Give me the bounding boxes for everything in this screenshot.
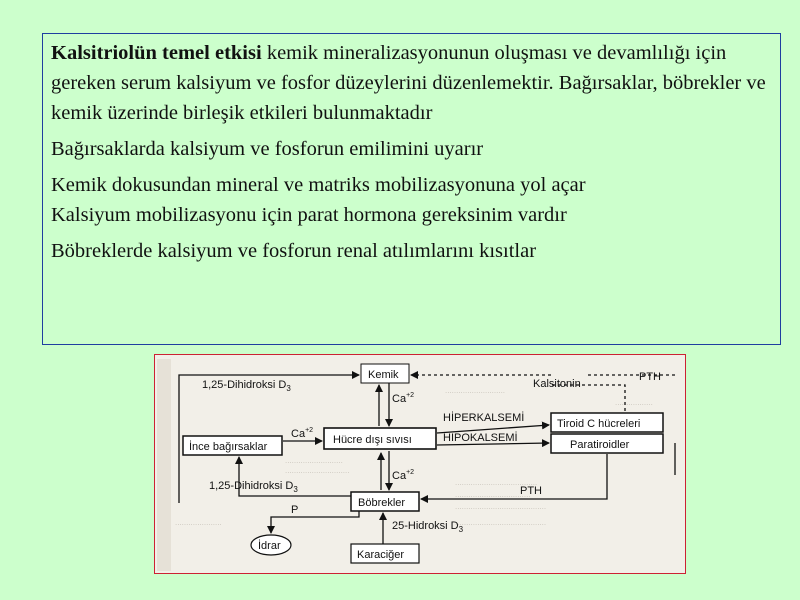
kidneys-label: Böbrekler <box>358 497 406 509</box>
phosphate-label: P <box>291 504 299 516</box>
ca-kidney-label: $Ca^{+2}$ <box>392 469 415 482</box>
pth-top-label: PTH <box>639 371 661 383</box>
svg-text:..............................: .................................. <box>455 490 531 499</box>
intro-paragraph <box>51 38 772 128</box>
hydroxy-d3-label: 25-Hidroksi $D_3$ <box>392 520 464 534</box>
point-kidney: Böbreklerde kalsiyum ve fosforun renal atılımlarını kısıtlar <box>51 240 537 262</box>
svg-text:..............................: ..................................... <box>455 478 538 487</box>
pth-bottom-label: PTH <box>520 485 542 497</box>
thyroid-c-label: Tiroid C hücreleri <box>557 418 641 430</box>
calcitonin-label: Kalsitonin <box>533 378 581 390</box>
point-bone-line-2: Kalsiyum mobilizasyonu için parat hormona gereksinim vardır <box>51 204 567 226</box>
point-intestine: Bağırsaklarda kalsiyum ve fosforun emilimini uyarır <box>51 138 484 160</box>
intro-rest: kemik mineralizasyonunun oluşması ve devamlılığı için gereken serum kalsiyum ve fosfor düzeylerini düzenlemektir. Bağırsaklar, böbrekler ve kemik üzerinde birleşik etkileri bulunmaktadır <box>51 42 766 124</box>
vitd-top-label: 1,25-Dihidroksi $D_3$ <box>202 379 291 393</box>
point-bone-line-1: Kemik dokusundan mineral ve matriks mobilizasyonuna yol açar <box>51 174 586 196</box>
point-bone <box>51 170 772 230</box>
svg-text:..........................: .......................... <box>285 456 343 465</box>
svg-text:..............................: ......................................... <box>455 502 547 511</box>
urine-label: İdrar <box>258 540 281 552</box>
bone-label: Kemik <box>368 369 399 381</box>
parathyroid-label: Paratiroidler <box>570 439 630 451</box>
svg-text:.....................: ..................... <box>175 518 222 527</box>
ecf-label: Hücre dışı sıvısı <box>333 434 412 446</box>
vitd-bottom-label: 1,25-Dihidroksi $D_3$ <box>209 480 298 494</box>
svg-text:.................: ................. <box>615 398 653 407</box>
svg-text:.............................: ............................. <box>285 466 350 475</box>
diagram-connectors <box>179 375 675 544</box>
slide-text-box <box>42 33 781 345</box>
svg-text:..............................: ......................................... <box>455 518 547 527</box>
ca-bone-label: $Ca^{+2}$ <box>392 392 415 405</box>
calcitriol-diagram <box>154 354 686 574</box>
intestine-label: İnce bağırsaklar <box>189 441 268 453</box>
svg-text:...........................: ........................... <box>445 386 506 395</box>
hypocalcemia-label: HİPOKALSEMİ <box>443 432 518 444</box>
hypercalcemia-label: HİPERKALSEMİ <box>443 412 525 424</box>
liver-label: Karaciğer <box>357 549 405 561</box>
intro-bold: Kalsitriolün temel etkisi <box>51 42 262 64</box>
ca-intestine-label: $Ca^{+2}$ <box>291 427 314 440</box>
